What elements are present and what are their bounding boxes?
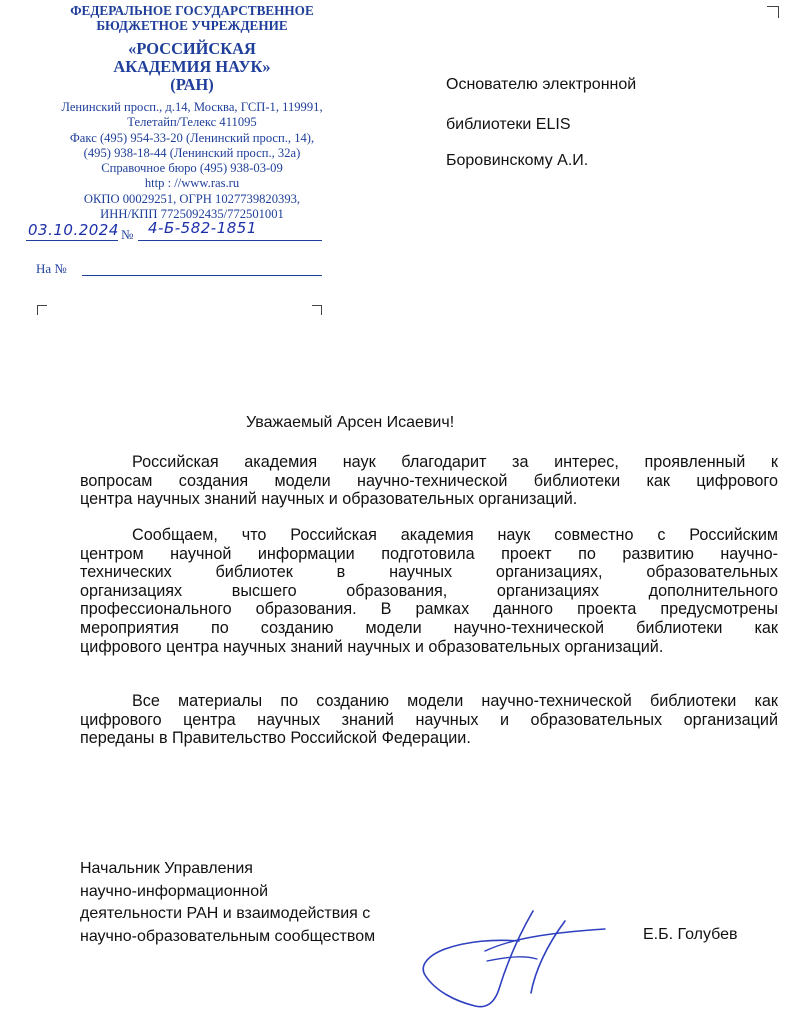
paragraph-line: цифрового центра научных знаний научных и образовательных организаций xyxy=(80,710,778,729)
signatory-position xyxy=(80,858,375,948)
paragraph-3 xyxy=(80,692,778,748)
paragraph-line: Все материалы по созданию модели научно-технической библиотеки как xyxy=(132,692,778,710)
letterhead-address-line: http : //www.ras.ru xyxy=(144,176,240,191)
date-underline xyxy=(26,240,118,241)
addressee-line: Боровинскому А.И. xyxy=(446,152,589,169)
handwritten-date: 03.10.2024 xyxy=(28,221,119,239)
letterhead-org-line: БЮДЖЕТНОЕ УЧРЕЖДЕНИЕ xyxy=(96,18,288,33)
paragraph-line: цифрового центра научных знаний научных и образовательных организаций. xyxy=(80,637,664,656)
letterhead-address-line: Справочное бюро (495) 938-03-09 xyxy=(101,161,283,176)
position-line: научно-образовательным сообществом xyxy=(80,927,376,945)
letterhead-name-line: АКАДЕМИЯ НАУК» xyxy=(113,57,271,76)
addressee-line: библиотеки ELIS xyxy=(446,116,571,133)
letterhead-org-line: ФЕДЕРАЛЬНОЕ ГОСУДАРСТВЕННОЕ xyxy=(70,3,314,18)
paragraph-line: центра научных знаний научных и образовательных организаций. xyxy=(80,490,578,509)
letterhead-address-line: ИНН/КПП 7725092435/772501001 xyxy=(100,207,284,222)
handwritten-signature xyxy=(415,905,615,1013)
paragraph-2 xyxy=(80,526,778,656)
paragraph-line: организациях высшего образования, организациях дополнительного xyxy=(80,581,778,600)
paragraph-line: мероприятия по созданию модели научно-технической библиотеки как xyxy=(80,618,778,637)
signer-name: Е.Б. Голубев xyxy=(643,926,738,943)
paragraph-line: технических библиотек в научных организациях, образовательных xyxy=(80,563,778,582)
handwritten-number: 4-Б-582-1851 xyxy=(148,219,257,237)
paragraph-line: переданы в Правительство Российской Федерации. xyxy=(80,729,471,748)
paragraph-line: центром научной информации подготовила проект по развитию научно- xyxy=(80,544,778,563)
letterhead-address-line: ОКПО 00029251, ОГРН 1027739820393, xyxy=(83,191,301,206)
position-line: Начальник Управления xyxy=(80,860,253,877)
letterhead-address-line: Ленинский просп., д.14, Москва, ГСП-1, 119991, xyxy=(61,100,323,114)
letterhead-contacts xyxy=(24,100,360,222)
paragraph-1 xyxy=(80,453,778,509)
letterhead-address-line: Телетайп/Телекс 411095 xyxy=(127,115,257,130)
corner-mark-bottom-right xyxy=(312,305,322,315)
paragraph-line: вопросам создания модели научно-технической библиотеки как цифрового xyxy=(80,471,778,490)
letterhead-address-line: (495) 938-18-44 (Ленинский просп., 32а) xyxy=(83,145,301,160)
paragraph-line: Российская академия наук благодарит за интерес, проявленный к xyxy=(132,453,778,471)
reply-reference-label: На № xyxy=(36,261,67,276)
position-line: деятельности РАН и взаимодействия с xyxy=(80,905,371,922)
paragraph-line: профессионального образования. В рамках данного проекта предусмотрены xyxy=(80,600,778,619)
number-underline xyxy=(138,240,322,241)
reply-reference-underline xyxy=(82,275,322,276)
salutation: Уважаемый Арсен Исаевич! xyxy=(246,414,455,431)
letterhead-organization-name xyxy=(24,40,360,94)
letterhead-name-line: «РОССИЙСКАЯ xyxy=(128,39,256,58)
letterhead-organization-type xyxy=(24,3,360,33)
position-line: научно-информационной xyxy=(80,882,269,900)
letterhead-address-line: Факс (495) 954-33-20 (Ленинский просп., 14), xyxy=(69,130,315,145)
paragraph-line: Сообщаем, что Российская академия наук совместно с Российским xyxy=(132,526,778,544)
corner-mark-bottom-left xyxy=(37,305,47,315)
addressee-line: Основателю электронной xyxy=(446,76,637,93)
letterhead-name-line: (РАН) xyxy=(170,75,214,94)
corner-mark-top-right xyxy=(767,6,779,18)
number-sign: № xyxy=(121,227,134,242)
